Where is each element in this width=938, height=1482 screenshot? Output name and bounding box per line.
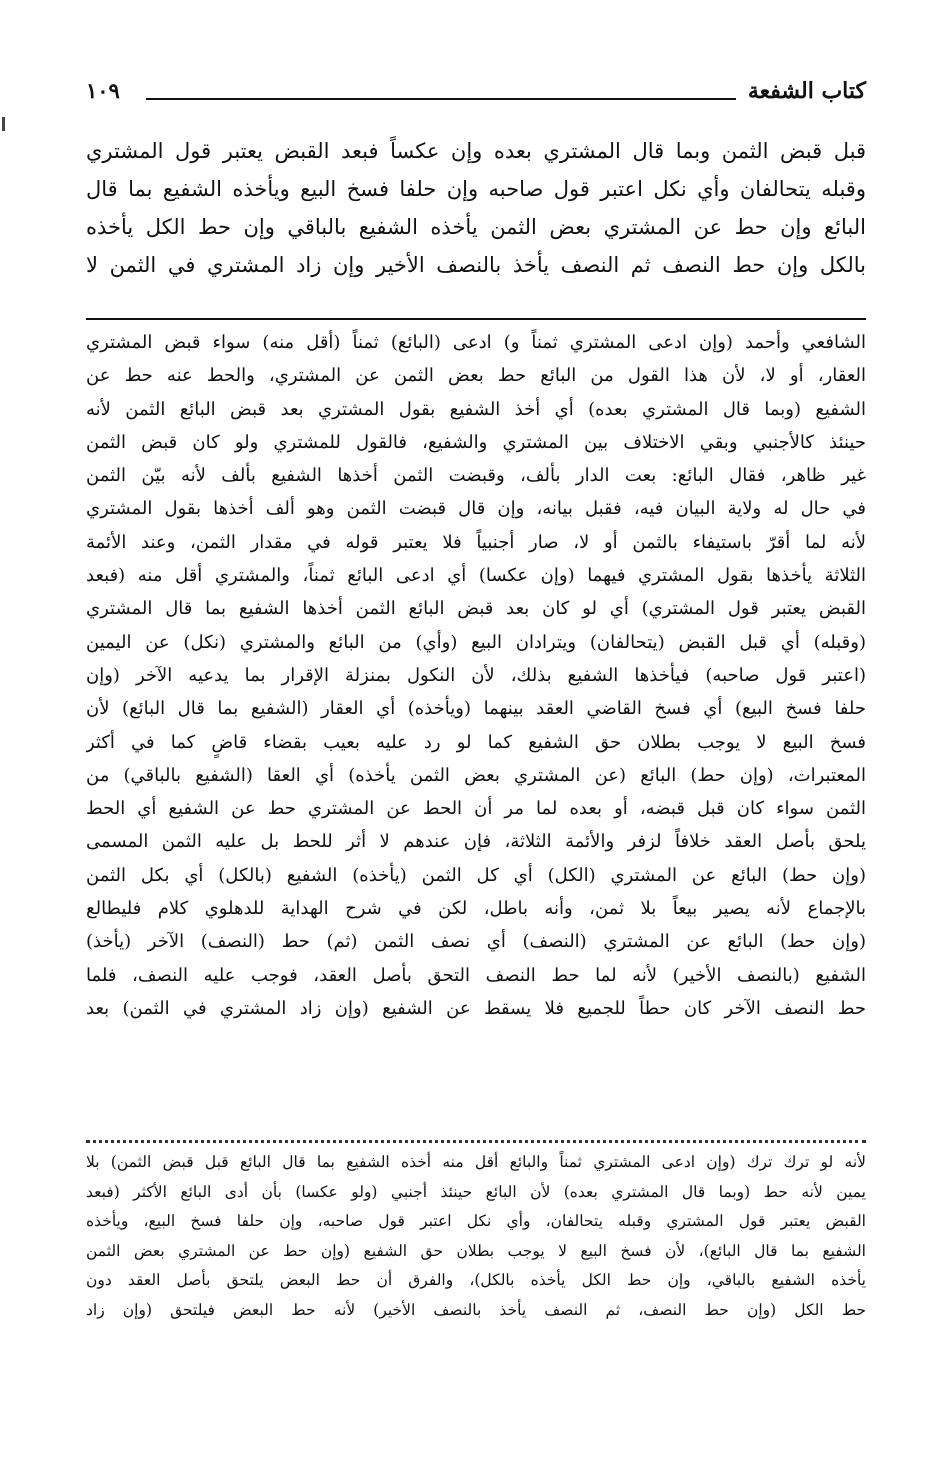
sharh-line: المعتبرات، (وإن حط) البائع (عن المشتري بعض الثمن يأخذه) أي العقا (الشفيع بالباقي) من	[86, 764, 866, 786]
hashiya-text	[86, 1148, 866, 1325]
sharh-line: غير ظاهر، فقال البائع: بعت الدار بألف، وقبضت الثمن أخذها الشفيع بألف لأنه بيّن الثمن	[86, 465, 866, 487]
matn-text	[86, 132, 866, 284]
matn-line: وقبله يتحالفان وأي نكل اعتبر قول صاحبه وإن حلفا فسخ البيع ويأخذه الشفيع بما قال	[86, 177, 866, 201]
commentary-separator	[86, 318, 866, 320]
sharh-line: حلفا فسخ البيع) أي فسخ القاضي العقد بينهما (ويأخذه) أي العقار (الشفيع بما قال البائع) لأن	[86, 698, 866, 720]
sharh-line: (وإن حط) البائع عن المشتري (الكل) أي كل الثمن (يأخذه) الشفيع (بالكل) أي بكل الثمن	[86, 864, 866, 886]
sharh-line: الثمن سواء كان قبل قبضه، أو بعده لما مر أن الحط عن المشتري حط عن الشفيع أي الحط	[86, 798, 866, 820]
scan-edge-mark	[2, 117, 5, 131]
hashiya-line: الشفيع بما قال البائع)، لأن فسخ البيع لا يوجب بطلان حق الشفيع (وإن حط عن المشتري بعض الثمن	[86, 1241, 866, 1260]
sharh-line: الشفيع (بالنصف الأخير) لأنه لما حط النصف التحق بأصل العقد، فوجب عليه النصف، فلما	[86, 964, 866, 986]
sharh-line: (وإن حط) البائع عن المشتري (النصف) أي نصف الثمن (ثم) حط (النصف) الآخر (يأخذ)	[86, 931, 866, 953]
footnote-separator	[86, 1140, 866, 1143]
matn-line: بالكل وإن حط النصف ثم النصف يأخذ بالنصف الأخير وإن زاد المشتري في الثمن لا	[86, 253, 866, 277]
header-rule	[146, 98, 736, 100]
matn-line: البائع وإن حط عن المشتري بعض الثمن يأخذه الشفيع بالباقي وإن حط الكل يأخذه	[86, 215, 866, 239]
sharh-text	[86, 326, 866, 1025]
sharh-line: حط النصف الآخر كان حطاً للجميع فلا يسقط عن الشفيع (وإن زاد المشتري في الثمن) بعد	[86, 997, 866, 1019]
chapter-title: كتاب الشفعة	[747, 78, 866, 104]
sharh-line: بالإجماع لأنه يصير بيعاً بلا ثمن، وأنه باطل، لكن في شرح الهداية للدهلوي كلام فليطالع	[86, 898, 866, 920]
matn-line: قبل قبض الثمن وبما قال المشتري بعده وإن عكساً فبعد القبض يعتبر قول المشتري	[86, 139, 866, 163]
hashiya-line: يأخذه الشفيع بالباقي، وإن حط الكل يأخذه بالكل)، والفرق أن حط البعض يلتحق بأصل العقد دون	[86, 1271, 866, 1289]
sharh-line: فسخ البيع لا يوجب بطلان حق الشفيع كما لو رد عليه بعيب بقضاء قاضٍ كما في أكثر	[86, 731, 866, 753]
running-header	[86, 78, 866, 114]
page-number: ١٠٩	[86, 78, 120, 103]
sharh-line: (وقبله) أي قبل القبض (يتحالفان) ويترادان البيع (وأي) من البائع والمشتري (نكل) عن اليمين	[86, 631, 866, 653]
sharh-line: العقار، أو لا، لأن هذا القول من البائع حط بعض الثمن عن المشتري، والحط عنه حط عن	[86, 365, 866, 387]
sharh-line: لأنه لما أقرّ باستيفاء بالثمن أو لا، صار أجنبياً فلا يعتبر قوله في مقدار الثمن، وعند الأئمة	[86, 531, 866, 553]
sharh-line: في حال له ولاية البيان فيه، فقبل بيانه، وإن قال قبضت الثمن وهو ألف أخذها بقول المشتري	[86, 498, 866, 520]
hashiya-line: يمين لأنه حط (وبما قال المشتري بعده) لأن البائع حينئذ أجنبي (ولو عكسا) بأن أدى البائع الأكثر (فبعد	[86, 1182, 866, 1201]
sharh-line: حينئذ كالأجنبي وبقي الاختلاف بين المشتري والشفيع، فالقول للمشتري ولو كان قبض الثمن	[86, 431, 866, 453]
sharh-line: يلحق بأصل العقد خلافاً لزفر والأئمة الثلاثة، فإن عندهم لا أثر للحط بل عليه الثمن المسمى	[86, 831, 866, 853]
sharh-line: الشفيع (وبما قال المشتري بعده) أي أخذ الشفيع بقول المشتري بعد قبض البائع الثمن لأنه	[86, 398, 866, 420]
sharh-line: (اعتبر قول صاحبه) فيأخذها الشفيع بذلك، لأن النكول بمنزلة الإقرار بما يدعيه الآخر (وإن	[86, 664, 866, 686]
sharh-line: الثلاثة يأخذها بقول المشتري فيهما (وإن عكسا) أي ادعى البائع ثمناً، والمشتري أقل منه (فبعد	[86, 565, 866, 587]
hashiya-line: حط الكل (وإن حط النصف، ثم النصف يأخذ بالنصف الأخير) لأنه حط البعض فيلتحق (وإن زاد	[86, 1300, 866, 1319]
hashiya-line: القبض يعتبر قول المشتري وقبله يتحالفان، وأي نكل اعتبر قول صاحبه، وإن حلفا فسخ البيع، ويأخذه	[86, 1212, 866, 1230]
sharh-line: القبض يعتبر قول المشتري) أي لو كان بعد قبض البائع الثمن أخذها الشفيع بما قال المشتري	[86, 598, 866, 620]
hashiya-line: لأنه لو ترك ترك (وإن ادعى المشتري ثمناً والبائع أقل منه أخذه الشفيع بما قال البائع قبل قبض الثمن) بلا	[86, 1153, 866, 1171]
sharh-line: الشافعي وأحمد (وإن ادعى المشتري ثمناً و) ادعى (البائع) ثمناً (أقل منه) سواء قبض المشتري	[86, 332, 866, 353]
